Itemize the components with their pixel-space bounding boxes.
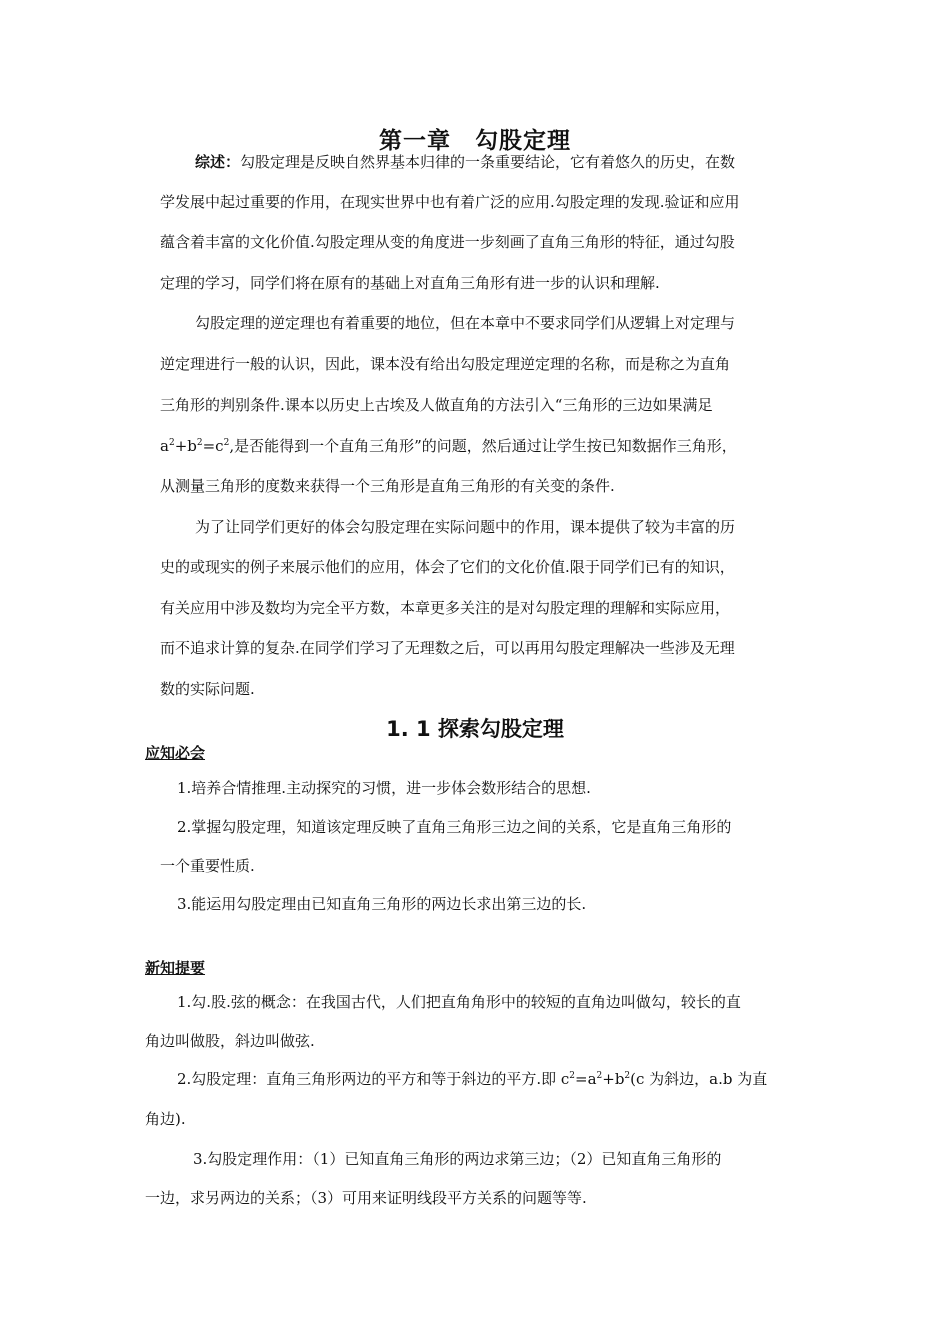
new-knowledge-item: 1.勾.股.弦的概念：在我国古代，人们把直角角形中的较短的直角边叫做勾，较长的直 (177, 993, 741, 1011)
theorem-mid: =a (575, 1070, 597, 1088)
new-knowledge-heading: 新知提要 (145, 959, 206, 977)
theorem-prefix: 2.勾股定理：直角三角形两边的平方和等于斜边的平方.即 c (177, 1070, 570, 1088)
new-knowledge-item: 角边). (145, 1110, 186, 1128)
overview-line: 学发展中起过重要的作用，在现实世界中也有着广泛的应用.勾股定理的发现.验证和应用 (160, 193, 740, 211)
paragraph-line: 史的或现实的例子来展示他们的应用，体会了它们的文化价值.限于同学们已有的知识， (160, 558, 735, 576)
superscript: 2 (223, 438, 230, 448)
theorem-line (177, 1069, 767, 1089)
superscript: 2 (168, 438, 175, 448)
formula-a: a (160, 437, 169, 455)
paragraph-line: 逆定理进行一般的认识，因此，课本没有给出勾股定理逆定理的名称，而是称之为直角 (160, 355, 731, 373)
must-know-item: 3.能运用勾股定理由已知直角三角形的两边长求出第三边的长. (177, 895, 587, 913)
chapter-title: 第一章 勾股定理 (379, 128, 571, 154)
theorem-suffix: (c 为斜边，a.b 为直 (630, 1070, 768, 1088)
paragraph-line: 为了让同学们更好的体会勾股定理在实际问题中的作用，课本提供了较为丰富的历 (195, 518, 736, 536)
formula-b: +b (174, 437, 197, 455)
formula-line (160, 436, 737, 456)
paragraph-line: 三角形的判别条件.课本以历史上古埃及人做直角的方法引入“三角形的三边如果满足 (160, 396, 713, 414)
new-knowledge-item: 角边叫做股，斜边叫做弦. (145, 1032, 315, 1050)
must-know-heading: 应知必会 (145, 744, 206, 762)
paragraph-line: 勾股定理的逆定理也有着重要的地位，但在本章中不要求同学们从逻辑上对定理与 (195, 314, 736, 332)
paragraph-line: 数的实际问题. (160, 680, 255, 698)
must-know-item: 2.掌握勾股定理，知道该定理反映了直角三角形三边之间的关系，它是直角三角形的 (177, 818, 732, 836)
must-know-item: 一个重要性质. (160, 857, 255, 875)
formula-c: =c (202, 437, 224, 455)
overview-text: 勾股定理是反映自然界基本归律的一条重要结论，它有着悠久的历史，在数 (240, 153, 736, 171)
new-knowledge-item: 3.勾股定理作用：（1）已知直角三角形的两边求第三边；（2）已知直角三角形的 (193, 1150, 722, 1168)
section-title: 1. 1 探索勾股定理 (386, 717, 564, 741)
overview-line: 定理的学习，同学们将在原有的基础上对直角三角形有进一步的认识和理解. (160, 274, 660, 292)
overview-line: 蕴含着丰富的文化价值.勾股定理从变的角度进一步刻画了直角三角形的特征，通过勾股 (160, 233, 735, 251)
superscript: 2 (196, 438, 203, 448)
theorem-mid: +b (602, 1070, 625, 1088)
must-know-item: 1.培养合情推理.主动探究的习惯，进一步体会数形结合的思想. (177, 779, 591, 797)
paragraph-line: 而不追求计算的复杂.在同学们学习了无理数之后，可以再用勾股定理解决一些涉及无理 (160, 639, 735, 657)
paragraph-text: ,是否能得到一个直角三角形”的问题，然后通过让学生按已知数据作三角形， (229, 437, 737, 455)
overview-label: 综述： (195, 153, 241, 171)
new-knowledge-item: 一边，求另两边的关系；（3）可用来证明线段平方关系的问题等等. (145, 1189, 587, 1207)
overview-first-line (195, 152, 735, 172)
superscript: 2 (624, 1071, 631, 1081)
superscript: 2 (596, 1071, 603, 1081)
superscript: 2 (569, 1071, 575, 1081)
paragraph-line: 有关应用中涉及数均为完全平方数，本章更多关注的是对勾股定理的理解和实际应用， (160, 599, 731, 617)
paragraph-line: 从测量三角形的度数来获得一个三角形是直角三角形的有关变的条件. (160, 477, 615, 495)
